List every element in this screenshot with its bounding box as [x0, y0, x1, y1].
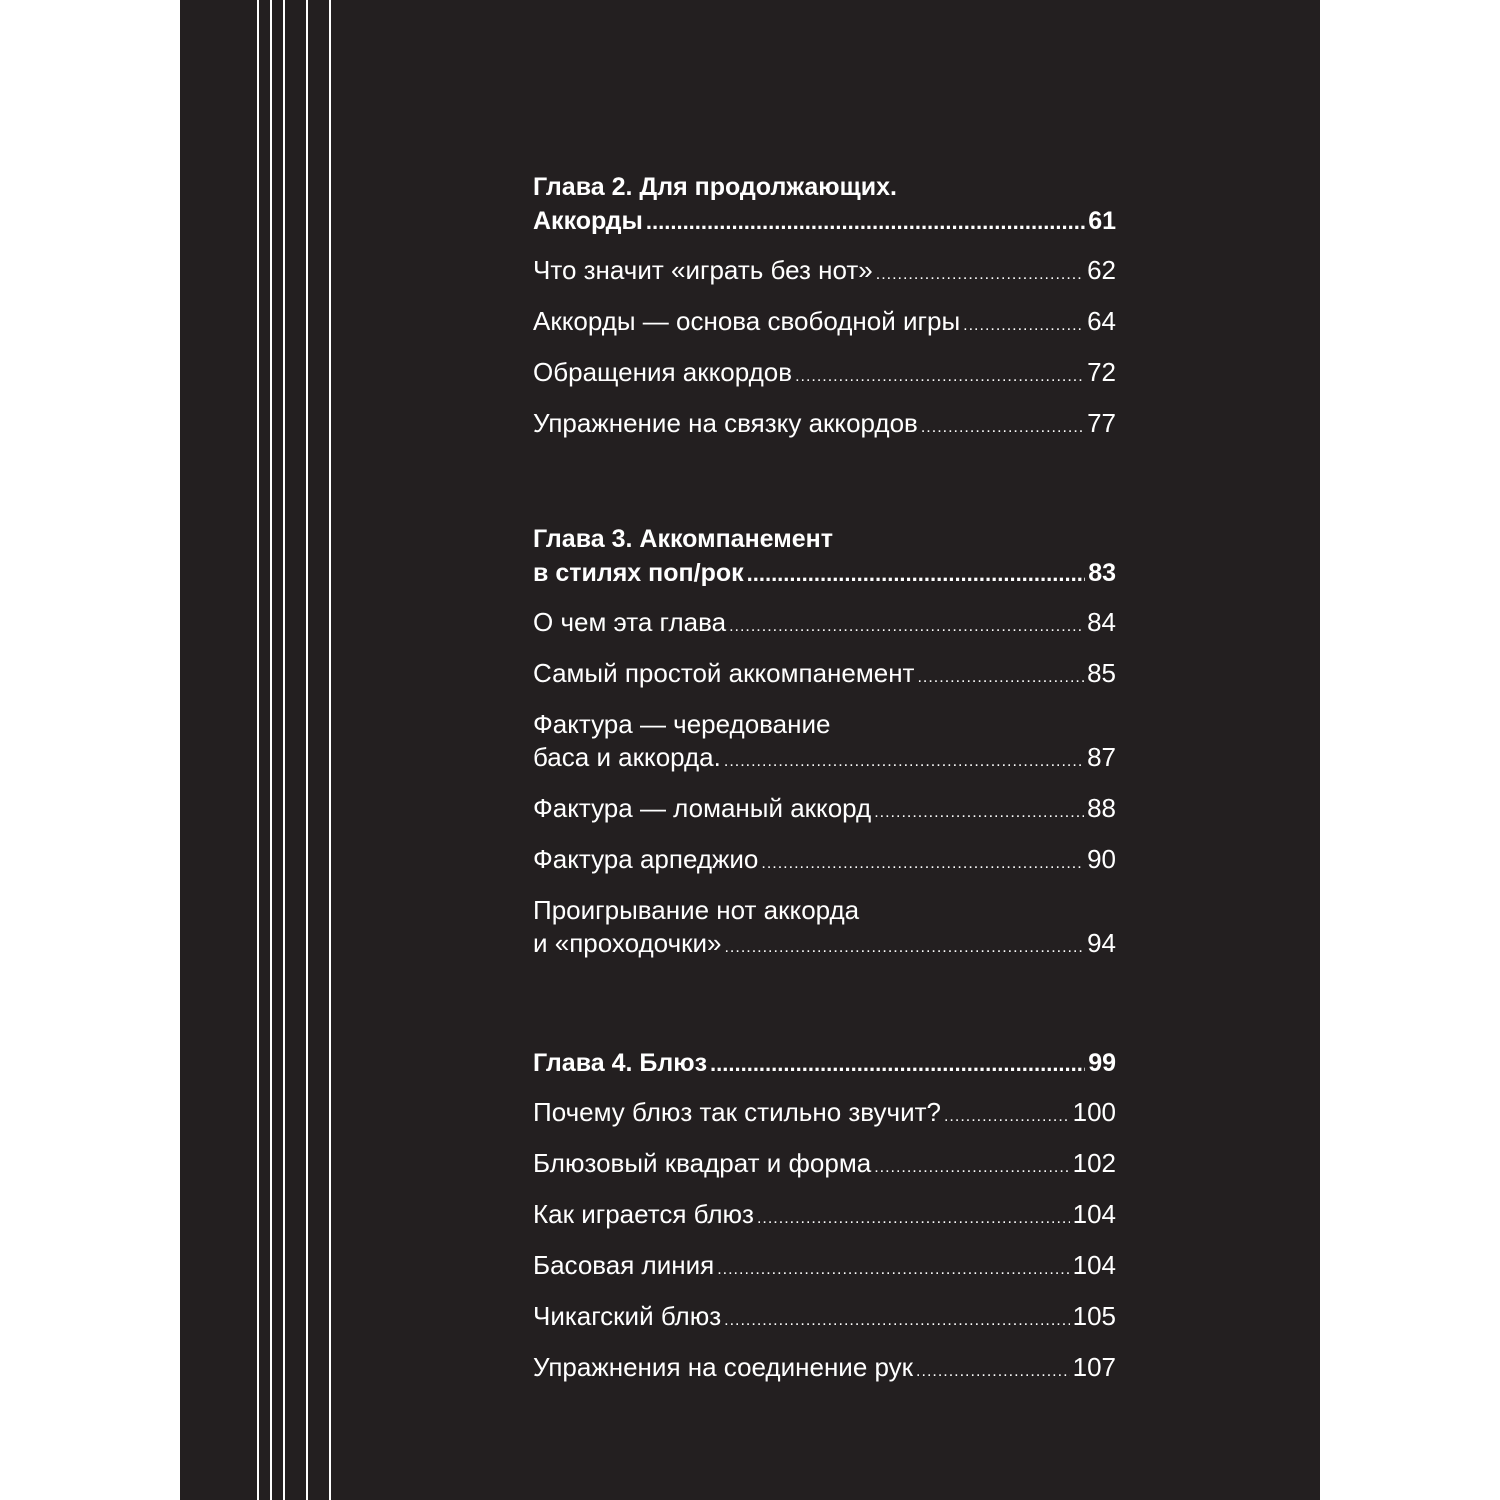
page-number: 72: [1087, 357, 1116, 387]
toc-entry[interactable]: [533, 1198, 1116, 1235]
entry-title-line: Фактура — чередование: [533, 709, 831, 739]
entry-title-line: [533, 927, 1116, 964]
entry-title: Как играется блюз: [533, 1199, 754, 1229]
entry-title: Чикагский блюз: [533, 1301, 722, 1331]
dot-leader: [717, 1253, 1069, 1286]
dot-leader: [916, 1355, 1070, 1388]
dot-leader: [724, 931, 1084, 964]
dot-leader: [874, 1151, 1069, 1184]
page-number: 64: [1087, 306, 1116, 336]
page-number: 102: [1072, 1148, 1116, 1178]
decorative-stripe-2: [270, 0, 272, 1500]
toc-entry[interactable]: [533, 657, 1116, 694]
dot-leader: [724, 1304, 1069, 1337]
entry-title: Что значит «играть без нот»: [533, 255, 873, 285]
toc-chapter-2[interactable]: [533, 170, 1116, 239]
page-number: 104: [1072, 1199, 1116, 1229]
dot-leader: [710, 1047, 1085, 1081]
dot-leader: [963, 309, 1084, 342]
page-number: 87: [1087, 742, 1116, 772]
entry-title: Обращения аккордов: [533, 357, 793, 387]
table-of-contents: [533, 170, 1116, 1402]
dot-leader: [917, 661, 1084, 694]
chapter-title-text: Аккорды: [533, 207, 643, 235]
dot-leader: [761, 847, 1084, 880]
page-number: 85: [1087, 658, 1116, 688]
toc-chapter-4[interactable]: [533, 1046, 1116, 1081]
decorative-stripe-5: [329, 0, 331, 1500]
page-number: 88: [1087, 793, 1116, 823]
decorative-stripe-4: [306, 0, 308, 1500]
toc-chapter-3[interactable]: [533, 522, 1116, 591]
page-number: 61: [1088, 207, 1116, 235]
toc-entry[interactable]: [533, 1249, 1116, 1286]
entry-title: Фактура арпеджио: [533, 844, 759, 874]
toc-entry[interactable]: [533, 606, 1116, 643]
chapter-title-text: Глава 4. Блюз: [533, 1049, 708, 1077]
page-number: 94: [1087, 928, 1116, 958]
entry-title: Блюзовый квадрат и форма: [533, 1148, 872, 1178]
page-number: 83: [1088, 559, 1116, 587]
chapter-title-line: Глава 2. Для продолжающих.: [533, 173, 897, 201]
dot-leader: [795, 360, 1084, 393]
page-number: 62: [1087, 255, 1116, 285]
page-number: 105: [1072, 1301, 1116, 1331]
toc-entry[interactable]: [533, 792, 1116, 829]
dot-leader: [874, 796, 1084, 829]
entry-title: Аккорды — основа свободной игры: [533, 306, 961, 336]
toc-entry[interactable]: [533, 1096, 1116, 1133]
chapter-title-text: в стилях поп/рок: [533, 559, 744, 587]
entry-title-line: [533, 741, 1116, 778]
entry-title: и «проходочки»: [533, 928, 722, 958]
page-number: 77: [1087, 408, 1116, 438]
chapter-title-line: [533, 556, 1116, 591]
dot-leader: [944, 1100, 1070, 1133]
decorative-stripe-1: [257, 0, 259, 1500]
toc-entry[interactable]: [533, 254, 1116, 291]
page-number: 107: [1072, 1352, 1116, 1382]
toc-entry[interactable]: [533, 407, 1116, 444]
toc-entry[interactable]: [533, 1351, 1116, 1388]
toc-entry[interactable]: [533, 894, 1116, 964]
toc-entry[interactable]: [533, 708, 1116, 778]
chapter-title-line: Глава 3. Аккомпанемент: [533, 525, 833, 553]
entry-title: Басовая линия: [533, 1250, 715, 1280]
page-number: 104: [1072, 1250, 1116, 1280]
dot-leader: [921, 411, 1084, 444]
toc-entry[interactable]: [533, 1147, 1116, 1184]
dot-leader: [757, 1202, 1070, 1235]
entry-title: Самый простой аккомпанемент: [533, 658, 915, 688]
dot-leader: [747, 557, 1086, 591]
entry-title-line: Проигрывание нот аккорда: [533, 895, 860, 925]
entry-title: Упражнения на соединение рук: [533, 1352, 914, 1382]
entry-title: баса и аккорда.: [533, 742, 721, 772]
page-number: 100: [1072, 1097, 1116, 1127]
dot-leader: [876, 258, 1084, 291]
page-number: 84: [1087, 607, 1116, 637]
toc-entry[interactable]: [533, 356, 1116, 393]
chapter-title-line: [533, 204, 1116, 239]
entry-title: Почему блюз так стильно звучит?: [533, 1097, 941, 1127]
chapter-title-line: [533, 1046, 1116, 1081]
toc-entry[interactable]: [533, 1300, 1116, 1337]
decorative-stripe-3: [283, 0, 285, 1500]
page-number: 99: [1088, 1049, 1116, 1077]
toc-entry[interactable]: [533, 843, 1116, 880]
dot-leader: [724, 745, 1084, 778]
dot-leader: [729, 610, 1084, 643]
entry-title: Упражнение на связку аккордов: [533, 408, 918, 438]
entry-title: О чем эта глава: [533, 607, 727, 637]
toc-entry[interactable]: [533, 305, 1116, 342]
page-number: 90: [1087, 844, 1116, 874]
book-page: [180, 0, 1320, 1500]
entry-title: Фактура — ломаный аккорд: [533, 793, 872, 823]
dot-leader: [646, 205, 1085, 239]
